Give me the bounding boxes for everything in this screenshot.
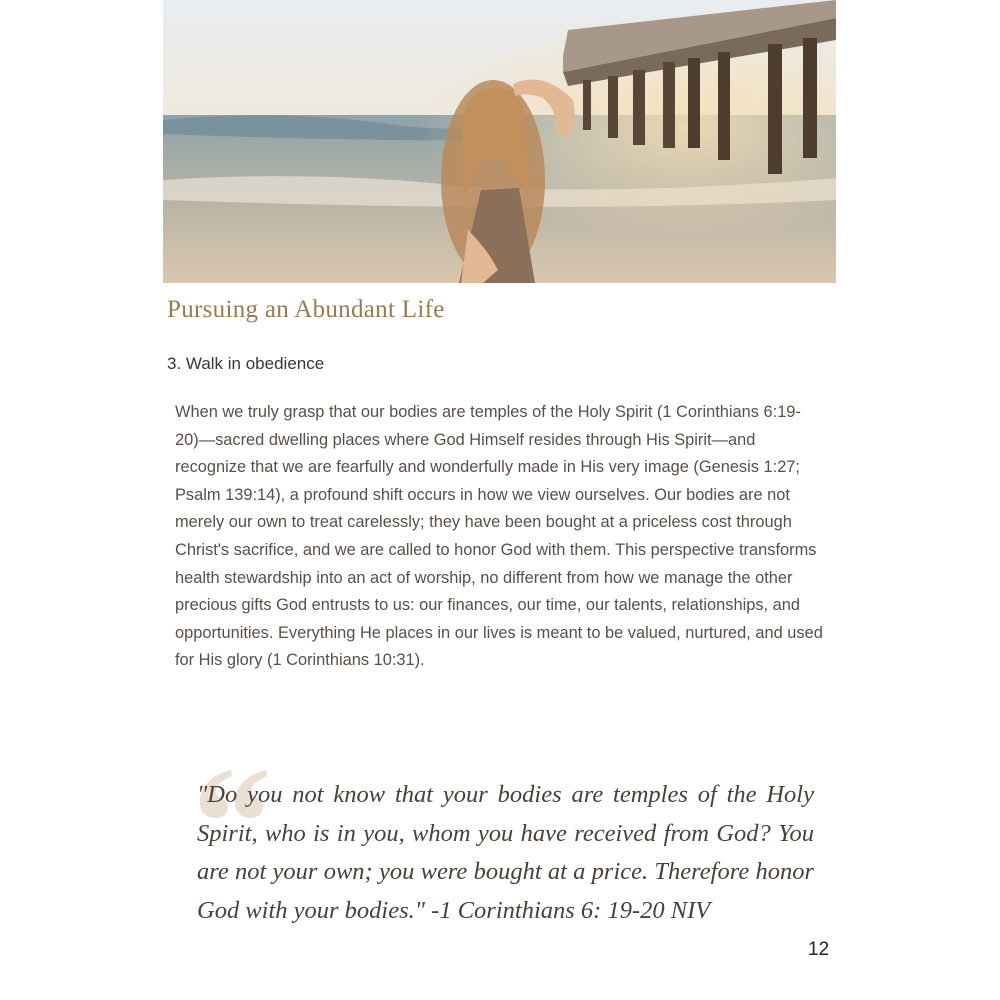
subheading-walk-in-obedience: 3. Walk in obedience: [167, 354, 325, 373]
quote-mark-icon: “: [192, 733, 272, 911]
beach-pier-photo: [163, 0, 836, 283]
body-paragraph: When we truly grasp that our bodies are temples of the Holy Spirit (1 Corinthians 6:19-20)—sacred dwelling places where God Himself resides through His Spirit—and recognize that we are fearfully and wonderfully made in His very image (Genesis 1:27; Psalm 139:14), a profound shift occurs in how we view ourselves. Our bodies are not merely our own to treat carelessly; they have been bought at a priceless cost through Christ's sacrifice, and we are called to honor God with them. This perspective transforms health stewardship into an act of worship, no different from how we manage the other precious gifts God entrusts to us: our finances, our time, our talents, relationships, and opportunities. Everything He places in our lives is meant to be valued, nurtured, and used for His glory (1 Corinthians 10:31).: [175, 403, 823, 670]
section-heading: Pursuing an Abundant Life: [167, 296, 445, 323]
page-number: 12: [808, 939, 830, 960]
scripture-quote: "Do you not know that your bodies are temples of the Holy Spirit, who is in you, whom you have received from God? You are not your own; you were bought at a price. Therefore honor God with your bodies." -1 Corinthians 6: 19-20 NIV: [197, 781, 814, 924]
